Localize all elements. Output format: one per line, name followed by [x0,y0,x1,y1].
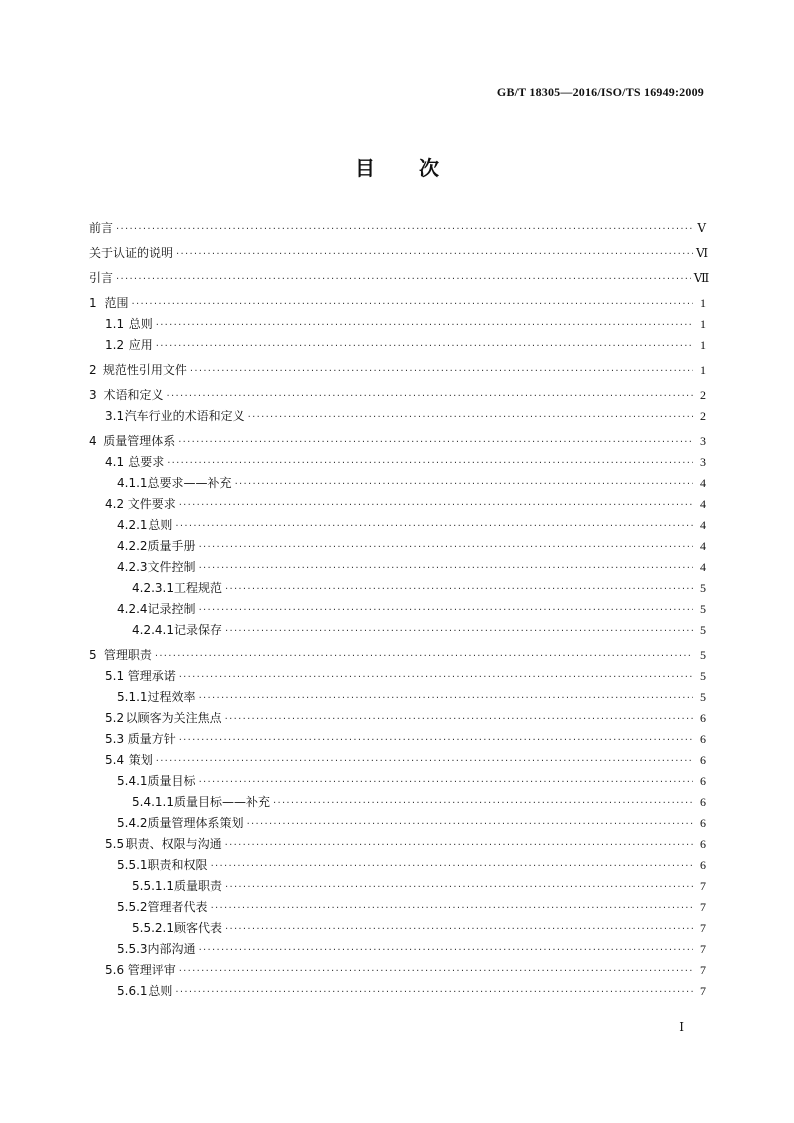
toc-dot-leader [179,500,693,511]
toc-entry-page: 4 [700,518,706,532]
toc-entry-number: 5.6.1 [117,984,148,998]
toc-dot-leader [175,987,693,998]
toc-entry-label: 策划 [128,753,153,767]
toc-entry-number: 5.5.1.1 [132,879,174,893]
toc-dot-leader [225,626,693,637]
toc-entry-label: 内部沟通 [147,942,196,956]
toc-entry-number: 5.6 [105,963,125,977]
toc-dot-leader [156,341,693,352]
toc-entry-page: 3 [700,455,706,469]
toc-entry-label: 质量目标 [147,774,196,788]
toc-entry[interactable] [89,495,706,516]
toc-entry[interactable] [89,579,706,600]
toc-entry[interactable] [89,453,706,474]
toc-dot-leader [156,320,693,331]
toc-entry[interactable] [89,667,706,688]
toc-entry-number: 3.1 [105,409,125,423]
toc-entry-number: 4.2.4 [117,602,148,616]
toc-entry[interactable] [89,709,706,730]
toc-entry-page: 5 [700,648,706,662]
toc-entry-page: 4 [700,560,706,574]
toc-entry-page: Ⅴ [697,221,706,235]
toc-entry-page: 7 [700,942,706,956]
toc-entry-label: 质量目标——补充 [173,795,270,809]
toc-entry-label: 范围 [104,296,129,310]
toc-dot-leader [225,840,693,851]
toc-entry-page: 6 [700,858,706,872]
toc-entry[interactable] [89,219,706,240]
toc-entry-page: 7 [700,879,706,893]
toc-entry-page: 4 [700,476,706,490]
toc-entry[interactable] [89,814,706,835]
toc-dot-leader [175,521,693,532]
toc-entry-label: 管理评审 [127,963,176,977]
toc-entry-page: 1 [700,317,706,331]
toc-entry[interactable] [89,361,706,382]
toc-dot-leader [167,458,693,469]
title-char-1: 目 [355,156,375,180]
toc-entry-label: 管理职责 [103,648,152,662]
toc-entry-label: 总则 [148,984,173,998]
toc-dot-leader [179,735,693,746]
toc-entry[interactable] [89,621,706,642]
toc-dot-leader [178,437,693,448]
toc-entry-label: 质量管理体系策划 [147,816,244,830]
toc-dot-leader [179,672,693,683]
toc-entry[interactable] [89,386,706,407]
toc-dot-leader [199,542,693,553]
toc-entry[interactable] [89,856,706,877]
toc-entry-label: 质量方针 [127,732,176,746]
toc-entry-number: 2 [89,363,97,377]
title-char-2: 次 [419,156,439,180]
toc-dot-leader [116,274,691,285]
toc-entry-page: Ⅵ [696,246,709,260]
toc-dot-leader [116,224,693,235]
toc-entry-page: 6 [700,753,706,767]
toc-entry[interactable] [89,432,706,453]
toc-entry-page: 5 [700,669,706,683]
toc-entry[interactable] [89,688,706,709]
toc-entry-page: 5 [700,602,706,616]
toc-entry[interactable] [89,793,706,814]
toc-entry[interactable] [89,537,706,558]
toc-entry-number: 1.1 [105,317,125,331]
toc-entry-label: 职责和权限 [147,858,208,872]
toc-entry[interactable] [89,982,706,1003]
toc-entry-number: 5.5.3 [117,942,148,956]
toc-entry-label: 过程效率 [147,690,196,704]
toc-entry[interactable] [89,877,706,898]
toc-entry[interactable] [89,558,706,579]
toc-dot-leader [247,819,693,830]
toc-entry[interactable] [89,751,706,772]
toc-entry-label: 总则 [128,317,153,331]
toc-entry-label: 职责、权限与沟通 [125,837,222,851]
toc-entry-label: 总要求——补充 [147,476,232,490]
toc-entry-page: 3 [700,434,706,448]
toc-entry-number: 5.5.2.1 [132,921,174,935]
toc-entry-label: 应用 [128,338,153,352]
toc-dot-leader [199,945,693,956]
toc-entry-number: 5.5 [105,837,125,851]
toc-entry-label: 记录保存 [173,623,222,637]
toc-entry-number: 4.2.2 [117,539,148,553]
toc-entry-page: 7 [700,900,706,914]
toc-entry-number: 4.2.3 [117,560,148,574]
toc-dot-leader [199,605,693,616]
toc-entry[interactable] [89,730,706,751]
toc-entry-number: 1.2 [105,338,125,352]
toc-entry-label: 前言 [89,221,114,235]
toc-entry[interactable] [89,407,706,428]
toc-entry[interactable] [89,474,706,495]
page-title [0,152,794,181]
toc-entry[interactable] [89,646,706,667]
toc-dot-leader [199,693,693,704]
toc-dot-leader [199,563,693,574]
standard-code-header: GB/T 18305—2016/ISO/TS 16949:2009 [496,85,704,99]
toc-entry-page: 4 [700,497,706,511]
toc-entry-page: 6 [700,816,706,830]
toc-entry-label: 顾客代表 [173,921,222,935]
toc-entry-page: 2 [700,388,706,402]
toc-entry-page: 6 [700,837,706,851]
toc-entry-label: 管理承诺 [127,669,176,683]
toc-entry-label: 引言 [89,271,114,285]
toc-dot-leader [211,861,693,872]
toc-entry-number: 5.1.1 [117,690,148,704]
toc-dot-leader [225,882,693,893]
toc-dot-leader [225,584,693,595]
toc-entry-number: 5.5.1 [117,858,148,872]
toc-entry-number: 4 [89,434,97,448]
toc-entry-page: 1 [700,296,706,310]
toc-entry-page: 6 [700,732,706,746]
toc-entry-number: 5.2 [105,711,125,725]
toc-dot-leader [167,391,693,402]
toc-entry[interactable] [89,940,706,961]
toc-entry-number: 5 [89,648,97,662]
toc-entry[interactable] [89,315,706,336]
page-number: Ⅰ [679,1020,684,1034]
toc-entry-number: 4.2.4.1 [132,623,174,637]
toc-entry[interactable] [89,961,706,982]
toc-entry-number: 3 [89,388,97,402]
toc-dot-leader [156,756,693,767]
toc-dot-leader [211,903,693,914]
toc-entry-page: 6 [700,795,706,809]
toc-dot-leader [248,412,693,423]
toc-entry[interactable] [89,835,706,856]
toc-entry-page: Ⅶ [693,271,710,285]
toc-entry-page: 4 [700,539,706,553]
toc-entry[interactable] [89,919,706,940]
toc-entry[interactable] [89,269,710,290]
toc-entry-page: 2 [700,409,706,423]
toc-entry-page: 6 [700,711,706,725]
toc-dot-leader [225,924,693,935]
toc-entry-label: 术语和定义 [103,388,164,402]
toc-dot-leader [176,249,693,260]
toc-entry-page: 7 [700,921,706,935]
toc-entry-number: 5.4.1.1 [132,795,174,809]
toc-dot-leader [155,651,693,662]
toc-entry-number: 4.2.3.1 [132,581,174,595]
toc-entry[interactable] [89,600,706,621]
toc-entry[interactable] [89,244,709,265]
toc-entry-page: 5 [700,623,706,637]
toc-entry-label: 规范性引用文件 [102,363,187,377]
toc-entry[interactable] [89,294,706,315]
toc-entry-label: 总则 [148,518,173,532]
toc-entry-label: 汽车行业的术语和定义 [124,409,245,423]
toc-entry-number: 5.4 [105,753,125,767]
toc-entry-number: 4.2 [105,497,125,511]
toc-entry[interactable] [89,772,706,793]
toc-dot-leader [190,366,693,377]
toc-entry-label: 质量职责 [173,879,222,893]
toc-dot-leader [132,299,694,310]
toc-dot-leader [199,777,693,788]
toc-entry-page: 7 [700,984,706,998]
toc-entry-label: 记录控制 [147,602,196,616]
toc-entry-page: 5 [700,581,706,595]
table-of-contents [89,219,710,1003]
toc-entry-label: 关于认证的说明 [89,246,174,260]
toc-entry[interactable] [89,898,706,919]
toc-entry-page: 1 [700,363,706,377]
toc-entry-label: 管理者代表 [147,900,208,914]
toc-entry[interactable] [89,516,706,537]
toc-dot-leader [225,714,693,725]
toc-dot-leader [235,479,693,490]
toc-entry-page: 6 [700,774,706,788]
toc-entry-number: 5.5.2 [117,900,148,914]
toc-entry-label: 质量手册 [147,539,196,553]
toc-entry-page: 7 [700,963,706,977]
toc-entry-number: 5.4.1 [117,774,148,788]
toc-dot-leader [273,798,693,809]
toc-entry-label: 以顾客为关注焦点 [125,711,222,725]
toc-entry-number: 5.3 [105,732,125,746]
toc-entry-number: 5.1 [105,669,125,683]
toc-entry-label: 总要求 [128,455,165,469]
toc-entry-page: 1 [700,338,706,352]
toc-entry-number: 1 [89,296,97,310]
toc-entry-label: 文件要求 [127,497,176,511]
toc-entry-label: 工程规范 [173,581,222,595]
toc-entry-label: 文件控制 [147,560,196,574]
toc-entry[interactable] [89,336,706,357]
toc-entry-label: 质量管理体系 [103,434,176,448]
toc-dot-leader [179,966,693,977]
toc-entry-number: 5.4.2 [117,816,148,830]
toc-entry-number: 4.2.1 [117,518,148,532]
toc-entry-number: 4.1 [105,455,125,469]
toc-entry-page: 5 [700,690,706,704]
toc-entry-number: 4.1.1 [117,476,148,490]
